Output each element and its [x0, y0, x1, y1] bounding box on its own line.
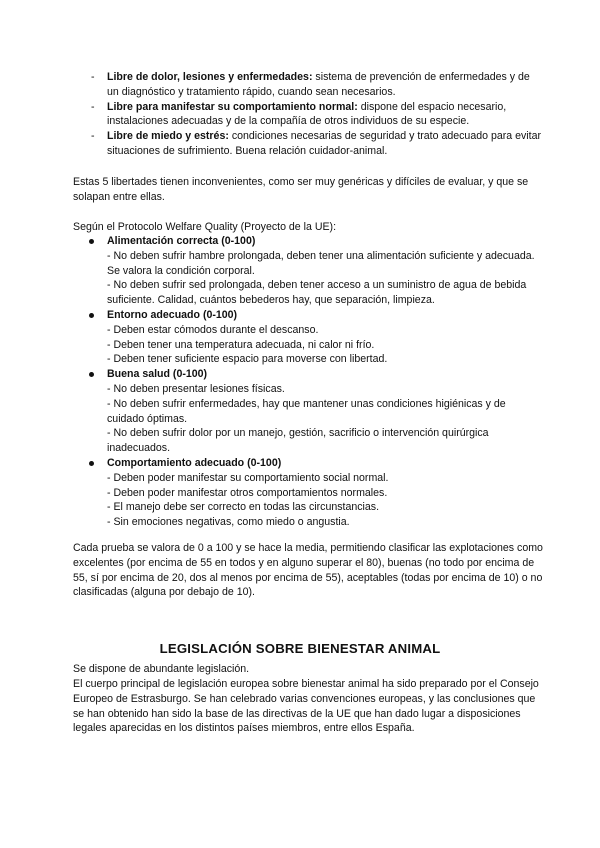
criterion-item: [89, 367, 539, 456]
freedom-title: Libre de miedo y estrés:: [107, 130, 229, 143]
criterion-title: Entorno adecuado (0-100): [107, 308, 238, 321]
legislation-intro: Se dispone de abundante legislación.: [73, 663, 250, 675]
bullet-icon: [89, 239, 94, 244]
section-title: LEGISLACIÓN SOBRE BIENESTAR ANIMAL: [159, 641, 441, 656]
criterion-title: Alimentación correcta (0-100): [107, 235, 256, 247]
freedoms-list: [91, 70, 541, 159]
criteria-list: [89, 234, 539, 530]
dash-marker: -: [91, 130, 95, 143]
freedom-text: condiciones necesarias de seguridad y trato adecuado para evitar situaciones de sufrimiento. Buena relación cuidador-animal.: [107, 130, 541, 157]
criterion-line: - Sin emociones negativas, como miedo o angustia.: [107, 516, 350, 529]
freedom-text: sistema de prevención de enfermedades y de un diagnóstico y tratamiento rápido, cuando sean necesarios.: [107, 71, 530, 98]
criterion-item: [89, 234, 539, 308]
criterion-line: - No deben sufrir enfermedades, hay que mantener unas condiciones higiénicas y de cuidado óptimas.: [107, 397, 506, 425]
protocol-intro: Según el Protocolo Welfare Quality (Proyecto de la UE):: [73, 221, 337, 233]
freedom-item: [91, 129, 541, 159]
paragraph-scoring: Cada prueba se valora de 0 a 100 y se hace la media, permitiendo clasificar las explotaciones como excelentes (por encima de 55 en todos y en alguno superar el 80), buenas (no todo por encima de 55, sí por encima de 20, dos al menos por encima de 55), aceptables (todas por encima de 10) o no clasificadas (alguna por debajo de 10).: [73, 542, 543, 599]
criterion-line: - Deben tener una temperatura adecuada, ni calor ni frío.: [107, 338, 375, 351]
freedom-text: dispone del espacio necesario, instalaciones adecuadas y de la compañía de otros individuos de su especie.: [107, 100, 507, 128]
criterion-line: - Deben estar cómodos durante el descanso.: [107, 323, 319, 336]
bullet-icon: [89, 313, 94, 318]
dash-marker: -: [91, 100, 95, 113]
criterion-line: - No deben sufrir hambre prolongada, deben tener una alimentación suficiente y adecuada. Se valora la condición corporal.: [107, 249, 535, 277]
criterion-line: - Deben poder manifestar su comportamiento social normal.: [107, 471, 389, 484]
freedom-item: [91, 70, 541, 100]
criterion-line: - Deben poder manifestar otros comportamientos normales.: [107, 486, 388, 499]
criterion-line: - El manejo debe ser correcto en todas las circunstancias.: [107, 501, 380, 514]
criterion-item: [89, 308, 539, 367]
criterion-line: - No deben presentar lesiones físicas.: [107, 382, 285, 395]
freedom-title: Libre para manifestar su comportamiento normal:: [107, 100, 358, 113]
bullet-icon: [89, 372, 94, 377]
bullet-icon: [89, 461, 94, 466]
criterion-line: - Deben tener suficiente espacio para moverse con libertad.: [107, 353, 388, 366]
criterion-item: [89, 456, 539, 530]
freedom-item: [91, 100, 541, 130]
freedom-title: Libre de dolor, lesiones y enfermedades:: [107, 71, 313, 83]
criterion-line: - No deben sufrir sed prolongada, deben tener acceso a un suministro de agua de bebida suficiente. Calidad, cuántos bebederos hay, que separación, limpieza.: [107, 279, 527, 307]
criterion-title: Comportamiento adecuado (0-100): [107, 456, 282, 469]
criterion-title: Buena salud (0-100): [107, 368, 208, 381]
criterion-line: - No deben sufrir dolor por un manejo, gestión, sacrificio o intervención quirúrgica inadecuados.: [107, 427, 489, 455]
paragraph-inconvenientes: Estas 5 libertades tienen inconvenientes, como ser muy genéricas y difíciles de evaluar, y que se solapan entre ellas.: [73, 176, 529, 203]
legislation-body: El cuerpo principal de legislación europea sobre bienestar animal ha sido preparado por el Consejo Europeo de Estrasburgo. Se han celebrado varias convenciones europeas, y las conclusiones que se han obtenido han sido la base de las directivas de la UE que han dado lugar a disposiciones legales aparecidas en los distintos países miembros, entre ellos España.: [73, 678, 539, 735]
dash-marker: -: [91, 71, 95, 83]
